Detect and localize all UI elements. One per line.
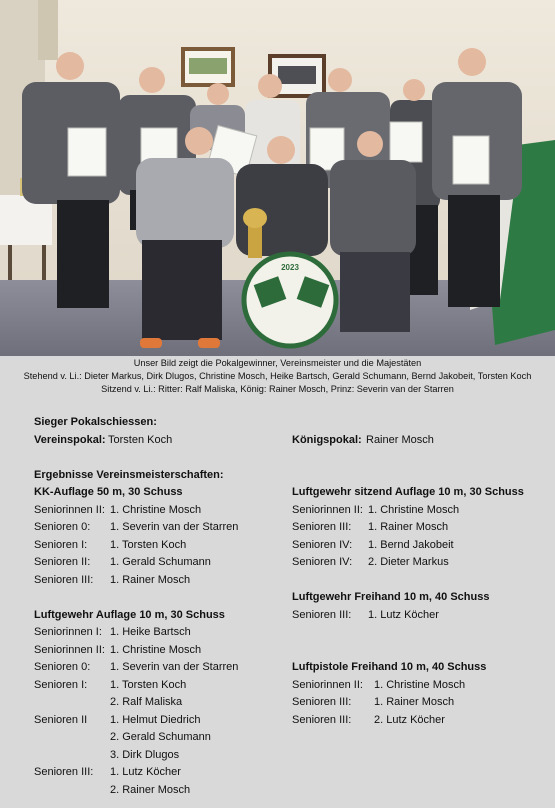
luftgewehr-sitzend-title: Luftgewehr sitzend Auflage 10 m, 30 Schuss [292,486,524,498]
result-row: Senioren III: 1. Lutz Köcher [34,766,181,778]
luftpistole-freihand-results [292,677,547,730]
koenigspokal-value: Rainer Mosch [366,433,434,446]
result-row: Senioren III: 1. Rainer Mosch [292,696,455,708]
result-row: Seniorinnen II: 1. Christine Mosch [34,503,202,516]
caption-line-3: Sitzend v. Li.: Ritter: Ralf Maliska, König: Rainer Mosch, Prinz: Severin van der Starren [101,384,454,394]
result-row: Senioren I: 1. Torsten Koch [34,538,187,551]
badge-year: 2023 [281,263,299,272]
kk-auflage-title: KK-Auflage 50 m, 30 Schuss [34,486,183,498]
result-row: Seniorinnen I: 1. Heike Bartsch [34,626,191,638]
luftgewehr-sitzend-results [292,502,547,572]
kk-auflage-results [34,502,284,590]
koenigspokal-row [292,432,547,450]
result-row: Senioren IV: 2. Dieter Markus [292,556,449,568]
vereinspokal-value: Torsten Koch [108,433,173,446]
result-row: Senioren III: 1. Rainer Mosch [292,521,449,533]
result-row: Seniorinnen II: 1. Christine Mosch [292,503,460,516]
result-row: Senioren III: 1. Lutz Köcher [292,608,439,621]
vereinspokal-label: Vereinspokal: [34,433,106,446]
caption-line-2: Stehend v. Li.: Dieter Markus, Dirk Dlugos, Christine Mosch, Heike Bartsch, Gerald Schumann, Bernd Jakobeit, Torsten Koch [23,371,532,381]
right-column [292,414,547,729]
result-row: Senioren II 1. Helmut Diedrich [34,713,201,726]
result-row: Senioren I: 1. Torsten Koch [34,678,187,691]
left-column [34,414,284,799]
result-row: Senioren II: 1. Gerald Schumann [34,556,211,568]
luftgewehr-auflage-title: Luftgewehr Auflage 10 m, 30 Schuss [34,608,225,621]
vereinspokal-row [34,432,284,450]
caption-line-1: Unser Bild zeigt die Pokalgewinner, Vereinsmeister und die Majestäten [133,358,422,368]
group-photo [0,0,555,356]
luftgewehr-auflage-results [34,624,284,799]
result-row: Senioren 0: 1. Severin van der Starren [34,661,239,673]
result-row: 2. Rainer Mosch [110,783,191,796]
result-row: Senioren IV: 1. Bernd Jakobeit [292,538,454,551]
heading-ergebnisse: Ergebnisse Vereinsmeisterschaften: [34,468,224,481]
result-row: Senioren 0: 1. Severin van der Starren [34,521,239,533]
heading-sieger-pokalschiessen: Sieger Pokalschiessen: [34,416,157,428]
result-row: 3. Dirk Dlugos [110,748,180,761]
photo-caption [0,357,555,396]
result-row: 2. Gerald Schumann [110,731,211,743]
result-row: 2. Ralf Maliska [110,696,183,708]
result-row: Senioren III: 2. Lutz Köcher [292,713,445,726]
result-row: Senioren III: 1. Rainer Mosch [34,573,191,586]
result-row: Seniorinnen II: 1. Christine Mosch [34,643,202,656]
koenigspokal-label: Königspokal: [292,433,362,446]
luftgewehr-freihand-title: Luftgewehr Freihand 10 m, 40 Schuss [292,591,490,603]
group-photo-illustration [0,0,555,356]
result-row: Seniorinnen II: 1. Christine Mosch [292,678,466,691]
luftgewehr-freihand-results [292,607,547,625]
luftpistole-freihand-title: Luftpistole Freihand 10 m, 40 Schuss [292,661,487,673]
